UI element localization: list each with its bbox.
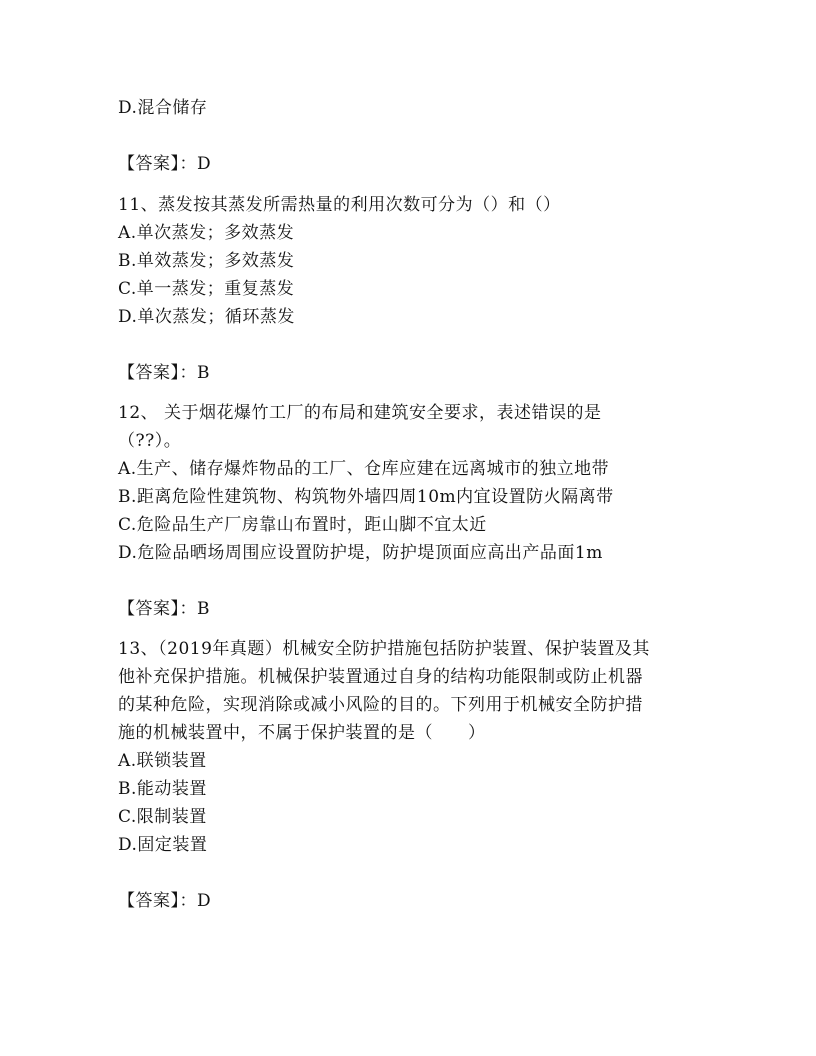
q11-option-d: D.单次蒸发；循环蒸发 [118, 307, 295, 327]
q13-question-line1: 13、（2019年真题）机械安全防护措施包括防护装置、保护装置及其 [118, 639, 650, 659]
q11-question: 11、蒸发按其蒸发所需热量的利用次数可分为（）和（） [118, 195, 561, 215]
q11-option-c: C.单一蒸发；重复蒸发 [118, 279, 295, 299]
q13-question-line4: 施的机械装置中，不属于保护装置的是（ ） [118, 723, 486, 743]
q13-answer: 【答案】：D [118, 891, 212, 911]
q10-answer: 【答案】：D [118, 154, 212, 174]
q12-option-a: A.生产、储存爆炸物品的工厂、仓库应建在远离城市的独立地带 [118, 459, 610, 479]
q12-option-b: B.距离危险性建筑物、构筑物外墙四周10m内宜设置防火隔离带 [118, 487, 614, 507]
q12-question-line1: 12、 关于烟花爆竹工厂的布局和建筑安全要求，表述错误的是 [118, 403, 602, 423]
q12-option-d: D.危险品晒场周围应设置防护堤，防护堤顶面应高出产品面1m [118, 543, 603, 563]
q11-option-b: B.单效蒸发；多效蒸发 [118, 251, 295, 271]
q13-question-line2: 他补充保护措施。机械保护装置通过自身的结构功能限制或防止机器 [118, 667, 643, 687]
q11-option-a: A.单次蒸发；多效蒸发 [118, 223, 295, 243]
q12-option-c: C.危险品生产厂房靠山布置时，距山脚不宜太近 [118, 515, 487, 535]
q13-question-line3: 的某种危险，实现消除或减小风险的目的。下列用于机械安全防护措 [118, 695, 643, 715]
q10-option-d: D.混合储存 [118, 98, 208, 118]
q13-option-b: B.能动装置 [118, 779, 207, 799]
q13-option-c: C.限制装置 [118, 807, 207, 827]
q13-option-a: A.联锁装置 [118, 751, 207, 771]
q11-answer: 【答案】：B [118, 363, 210, 383]
q12-question-line2: （??）。 [118, 431, 182, 451]
q12-answer: 【答案】：B [118, 599, 210, 619]
q13-option-d: D.固定装置 [118, 835, 208, 855]
